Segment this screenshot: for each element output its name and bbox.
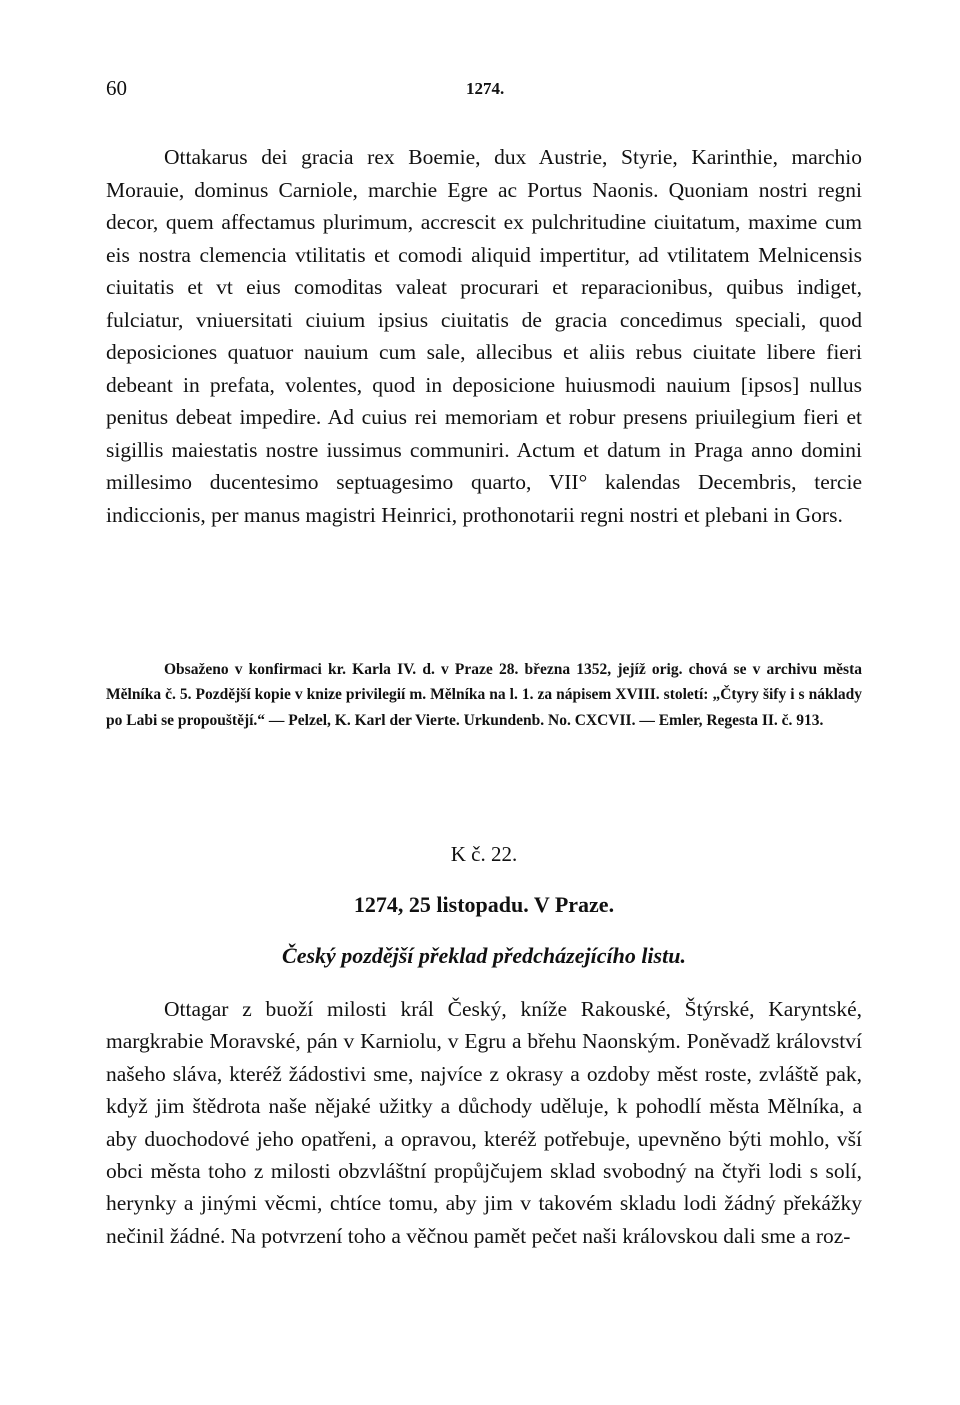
document-date-place: 1274, 25 listopadu. V Praze.	[353, 892, 615, 917]
page-number: 60	[106, 76, 127, 100]
source-note: Obsaženo v konfirmaci kr. Karla IV. d. v Praze 28. března 1352, jejíž orig. chová se v archivu města Mělníka č. 5. Pozdější kopie v knize privilegií m. Mělníka na l. 1. za nápisem XVIII. století: „Čtyry šify i s náklady po Labi se propouštějí.“ — Pelzel, K. Karl der Vierte. Urkundenb. No. CXCVII. — Emler, Regesta II. č. 913.	[106, 661, 862, 729]
document-reference: K č. 22.	[450, 842, 518, 866]
latin-charter-text: Ottakarus dei gracia rex Boemie, dux Austrie, Styrie, Karinthie, marchio Morauie, dominus Carniole, marchie Egre ac Portus Naonis. Quoniam nostri regni decor, quem affectamus plurimum, accrescit ex pulchritudine ciuitatum, maxime cum eis nostra clemencia vtilitatis et comodi aliquid impertitur, ad vtilitatem Melnicensis ciuitatis et vt eius comoditas valeat procurari et reparacionibus, quibus indiget, fulciatur, vniuersitati ciuium ipsius ciuitatis de gracia concedimus speciali, quod deposiciones quatuor nauium cum sale, allecibus et aliis rebus ciuitate libere fieri debeant in prefata, volentes, quod in deposicione huiusmodi nauium [ipsos] nullus penitus debeat impedire. Ad cuius rei memoriam et robur presens priuilegium fieri et sigillis maiestatis nostre iussimus communiri. Actum et datum in Praga anno domini millesimo ducentesimo septuagesimo quarto, VII° kalendas Decembris, tercie indiccionis, per manus magistri Heinrici, prothonotarii regni nostri et plebani in Gors.	[106, 145, 862, 527]
running-head-year: 1274.	[466, 79, 505, 98]
document-subtitle: Český pozdější překlad předcházejícího listu.	[282, 943, 686, 968]
page-header	[106, 76, 862, 106]
czech-translation-text: Ottagar z buoží milosti král Český, kníže Rakouské, Štýrské, Karyntské, margkrabie Moravské, pán v Karniolu, v Egru a břehu Naonským. Poněvadž království našeho sláva, kteréž žádostivi sme, najvíce z okrasy a ozdoby měst roste, zvláště pak, když jim štědrota naše nějaké užitky a důchody uděluje, k pohodlí města Mělníka, a aby duochodové jeho opatřeni, a opravou, kteréž potřebuje, upevněno býti mohlo, vší obci města toho z milosti obzvláštní propůjčujem sklad svobodný na čtyři lodi s solí, herynky a jinými věcmi, chtíce tomu, aby jim v takovém skladu lodi žádný překážky nečinil žádné. Na potvrzení toho a věčnou pamět pečet naši královskou dali sme a roz-	[106, 997, 862, 1248]
